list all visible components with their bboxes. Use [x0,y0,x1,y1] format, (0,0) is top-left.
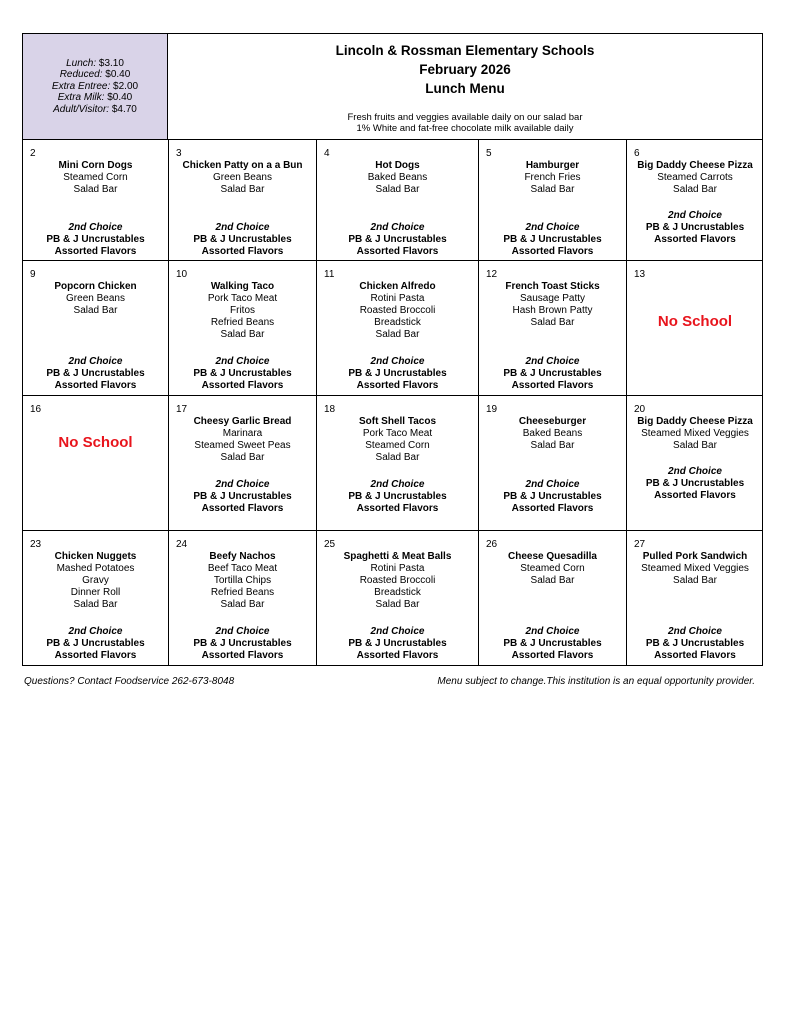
second-choice [479,479,626,515]
second-choice-line: 2nd Choice [525,626,580,637]
side-item: Green Beans [213,172,272,183]
side-item: Salad Bar [375,184,420,195]
day-cell [627,261,763,396]
side-item: Fritos [230,305,255,316]
day-cell [23,261,169,396]
second-choice-line: 2nd Choice [215,626,270,637]
day-number: 3 [176,148,182,159]
day-number: 9 [30,269,36,280]
main-entree: Popcorn Chicken [54,281,137,292]
price-line [60,69,131,81]
side-item: Salad Bar [375,599,420,610]
second-choice [479,222,626,258]
day-cell [627,396,763,531]
price-line [58,92,132,104]
second-choice-line: 2nd Choice [215,356,270,367]
side-item: Salad Bar [673,440,717,451]
price-label: Lunch: [66,57,97,69]
day-number: 4 [324,148,330,159]
side-item: Salad Bar [530,184,575,195]
side-item: Steamed Mixed Veggies [641,428,749,439]
month-title: February 2026 [419,62,511,77]
side-item: Baked Beans [522,428,583,439]
day-number: 19 [486,404,498,415]
side-item: Salad Bar [220,452,265,463]
second-choice-line: Assorted Flavors [356,650,439,661]
disclaimer-note: Menu subject to change.This institution is an equal opportunity provider. [437,676,755,687]
side-item: Salad Bar [73,184,118,195]
main-entree: Big Daddy Cheese Pizza [637,416,753,427]
second-choice-line: 2nd Choice [370,626,425,637]
second-choice-line: 2nd Choice [370,222,425,233]
side-item: French Fries [524,172,581,183]
side-item: Tortilla Chips [213,575,272,586]
second-choice-line: 2nd Choice [68,222,123,233]
day-cell [479,396,627,531]
second-choice-line: PB & J Uncrustables [645,478,745,489]
second-choice-line: 2nd Choice [68,356,123,367]
main-entree: Cheeseburger [518,416,587,427]
second-choice [479,356,626,392]
second-choice [169,222,316,258]
side-item: Salad Bar [220,329,265,340]
main-entree: Pulled Pork Sandwich [642,551,748,562]
second-choice [627,626,763,662]
second-choice-line: PB & J Uncrustables [503,234,602,245]
main-entree: Chicken Alfredo [359,281,436,292]
day-cell [317,140,479,261]
price-value: $4.70 [111,103,137,115]
main-entree: Big Daddy Cheese Pizza [637,160,753,171]
main-entree: Walking Taco [210,281,275,292]
day-number: 20 [634,404,646,415]
price-line [52,81,138,93]
price-value: $3.10 [98,57,124,69]
main-entree: Chicken Patty on a a Bun [182,160,303,171]
second-choice-line: 2nd Choice [215,222,270,233]
day-cell [169,140,317,261]
second-choice [23,626,168,662]
second-choice-line: Assorted Flavors [54,246,137,257]
second-choice-line: Assorted Flavors [54,650,137,661]
price-box [23,34,168,139]
side-item: Rotini Pasta [370,563,425,574]
side-item: Steamed Mixed Veggies [641,563,749,574]
side-item: Steamed Corn [365,440,430,451]
second-choice-line: 2nd Choice [370,356,425,367]
side-item: Roasted Broccoli [359,575,436,586]
header-row [22,33,763,140]
side-item: Salad Bar [530,440,575,451]
second-choice [23,222,168,258]
second-choice-line: Assorted Flavors [356,246,439,257]
second-choice-line: Assorted Flavors [511,380,594,391]
day-number: 13 [634,269,646,280]
second-choice-line: PB & J Uncrustables [503,491,602,502]
side-item: Refried Beans [210,317,275,328]
main-entree: Soft Shell Tacos [358,416,437,427]
second-choice [317,626,478,662]
contact-note: Questions? Contact Foodservice 262-673-8048 [24,676,235,687]
day-cell [627,531,763,666]
second-choice-line: 2nd Choice [525,479,580,490]
side-item: Dinner Roll [70,587,121,598]
day-cell [23,396,169,531]
main-entree: Chicken Nuggets [54,551,137,562]
side-item: Salad Bar [73,305,118,316]
price-line [53,104,137,116]
second-choice-line: Assorted Flavors [356,380,439,391]
day-cell [479,531,627,666]
side-item: Steamed Sweet Peas [194,440,291,451]
title-box [168,34,762,139]
second-choice-line: 2nd Choice [525,222,580,233]
main-entree: Beefy Nachos [209,551,276,562]
side-item: Mashed Potatoes [56,563,135,574]
side-item: Breadstick [374,587,421,598]
main-entree: Cheesy Garlic Bread [193,416,292,427]
day-number: 27 [634,539,646,550]
side-item: Refried Beans [210,587,275,598]
menu-title: Lunch Menu [425,81,505,96]
second-choice [317,222,478,258]
milk-note: 1% White and fat-free chocolate milk available daily [356,123,574,134]
day-cell [479,140,627,261]
side-item: Steamed Carrots [657,172,733,183]
main-entree: Hot Dogs [375,160,420,171]
day-cell [169,261,317,396]
side-item: Salad Bar [220,599,265,610]
second-choice-line: PB & J Uncrustables [503,368,602,379]
side-item: Salad Bar [673,575,717,586]
second-choice [627,210,763,246]
side-item: Salad Bar [530,575,575,586]
second-choice [627,466,763,502]
side-item: Green Beans [66,293,125,304]
second-choice-line: Assorted Flavors [201,380,284,391]
second-choice-line: 2nd Choice [215,479,270,490]
second-choice-line: PB & J Uncrustables [46,638,145,649]
second-choice-line: Assorted Flavors [356,503,439,514]
second-choice [169,626,316,662]
second-choice-line: PB & J Uncrustables [348,491,447,502]
school-title: Lincoln & Rossman Elementary Schools [335,43,595,58]
day-cell [169,396,317,531]
side-item: Breadstick [374,317,421,328]
day-number: 12 [486,269,498,280]
side-item: Pork Taco Meat [362,428,433,439]
side-item: Baked Beans [367,172,428,183]
day-number: 25 [324,539,336,550]
second-choice [317,356,478,392]
day-cell [317,261,479,396]
main-entree: Hamburger [525,160,580,171]
second-choice-line: PB & J Uncrustables [348,638,447,649]
second-choice-line: PB & J Uncrustables [348,368,447,379]
side-item: Roasted Broccoli [359,305,436,316]
second-choice-line: Assorted Flavors [201,246,284,257]
side-item: Beef Taco Meat [207,563,278,574]
second-choice-line: Assorted Flavors [511,246,594,257]
side-item: Steamed Corn [520,563,585,574]
side-item: Gravy [82,575,109,586]
second-choice-line: PB & J Uncrustables [645,222,745,233]
day-number: 24 [176,539,188,550]
side-item: Steamed Corn [63,172,128,183]
menu-sheet [22,33,763,666]
day-number: 16 [30,404,42,415]
price-label: Extra Entree: [51,80,111,92]
second-choice-line: 2nd Choice [68,626,123,637]
second-choice [169,356,316,392]
day-number: 17 [176,404,188,415]
second-choice-line: Assorted Flavors [654,490,736,501]
side-item: Pork Taco Meat [207,293,278,304]
side-item: Salad Bar [673,184,717,195]
second-choice [479,626,626,662]
day-number: 26 [486,539,498,550]
price-value: $2.00 [113,80,139,92]
day-number: 5 [486,148,492,159]
second-choice-line: PB & J Uncrustables [503,638,602,649]
calendar-grid [22,140,763,666]
second-choice-line: 2nd Choice [668,210,722,221]
main-entree: Spaghetti & Meat Balls [343,551,452,562]
second-choice-line: Assorted Flavors [654,234,736,245]
day-number: 11 [324,269,335,280]
day-cell [23,531,169,666]
second-choice-line: Assorted Flavors [201,503,284,514]
second-choice-line: Assorted Flavors [511,650,594,661]
second-choice-line: Assorted Flavors [54,380,137,391]
day-cell [317,531,479,666]
day-cell [627,140,763,261]
second-choice-line: Assorted Flavors [511,503,594,514]
second-choice-line: PB & J Uncrustables [193,491,292,502]
price-line [66,58,124,70]
second-choice-line: PB & J Uncrustables [193,234,292,245]
price-value: $0.40 [105,69,131,81]
price-label: Adult/Visitor: [53,103,110,115]
day-cell [169,531,317,666]
side-item: Salad Bar [220,184,265,195]
second-choice-line: Assorted Flavors [654,650,736,661]
day-cell [317,396,479,531]
side-item: Salad Bar [530,317,575,328]
main-entree: Cheese Quesadilla [508,551,597,562]
second-choice-line: 2nd Choice [668,626,722,637]
day-number: 2 [30,148,36,159]
second-choice-line: PB & J Uncrustables [46,368,145,379]
side-item: Rotini Pasta [370,293,425,304]
second-choice [317,479,478,515]
side-item: Sausage Patty [519,293,586,304]
day-cell [23,140,169,261]
second-choice-line: PB & J Uncrustables [193,638,292,649]
second-choice-line: PB & J Uncrustables [645,638,745,649]
day-number: 23 [30,539,42,550]
price-label: Extra Milk: [57,92,105,104]
price-label: Reduced: [59,69,103,81]
salad-bar-note: Fresh fruits and veggies available daily on our salad bar [347,112,583,123]
day-cell [479,261,627,396]
second-choice-line: PB & J Uncrustables [348,234,447,245]
no-school-label: No School [657,313,733,330]
side-item: Salad Bar [375,329,420,340]
side-item: Marinara [222,428,263,439]
second-choice-line: PB & J Uncrustables [193,368,292,379]
second-choice-line: 2nd Choice [370,479,425,490]
second-choice-line: Assorted Flavors [201,650,284,661]
side-item: Salad Bar [73,599,118,610]
price-value: $0.40 [107,92,133,104]
side-item: Salad Bar [375,452,420,463]
day-number: 18 [324,404,336,415]
side-item: Hash Brown Patty [512,305,593,316]
second-choice-line: 2nd Choice [668,466,722,477]
day-number: 10 [176,269,188,280]
main-entree: French Toast Sticks [505,281,600,292]
main-entree: Mini Corn Dogs [58,160,133,171]
second-choice [169,479,316,515]
day-number: 6 [634,148,640,159]
second-choice [23,356,168,392]
second-choice-line: 2nd Choice [525,356,580,367]
no-school-label: No School [58,434,133,451]
second-choice-line: PB & J Uncrustables [46,234,145,245]
